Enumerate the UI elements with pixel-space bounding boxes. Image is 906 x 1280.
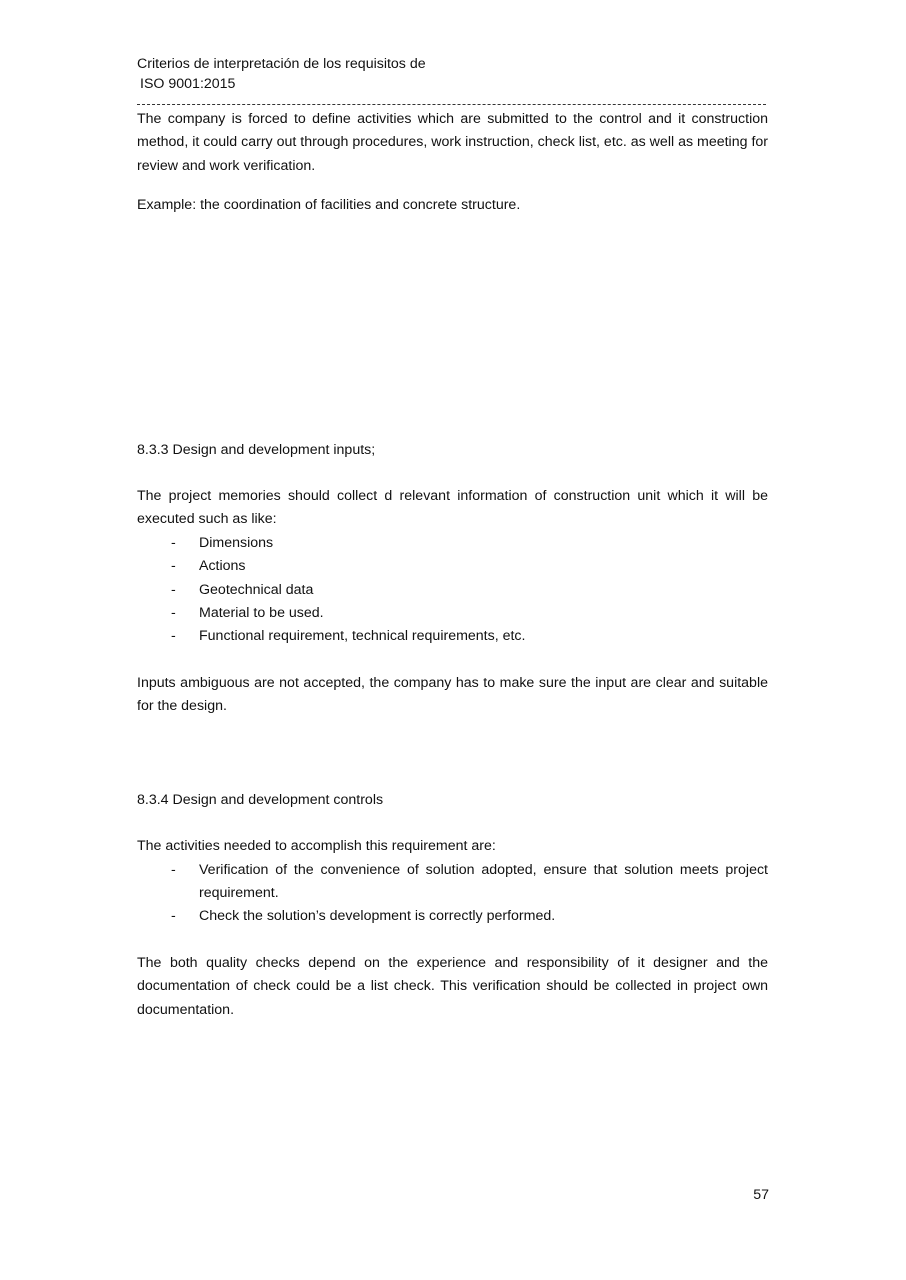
dash-bullet: - [171, 558, 176, 575]
list-item-text: Functional requirement, technical requirements, etc. [199, 628, 526, 645]
header-title-line2: ISO 9001:2015 [140, 76, 236, 92]
list-item-text: Verification of the convenience of solution adopted, ensure that solution meets project requirement. [199, 861, 768, 901]
section-833-list [137, 532, 768, 649]
section-834-list [137, 859, 768, 929]
running-header [137, 54, 768, 105]
header-dashed-rule [137, 104, 766, 105]
example-paragraph: Example: the coordination of facilities and concrete structure. [137, 197, 521, 214]
list-item [137, 859, 768, 906]
section-834-heading: 8.3.4 Design and development controls [137, 791, 384, 808]
list-item [137, 579, 768, 602]
list-item [137, 532, 768, 555]
list-item [137, 555, 768, 578]
dash-bullet: - [171, 605, 176, 622]
list-item-text: Check the solution’s development is correctly performed. [199, 908, 556, 925]
list-item-text: Actions [199, 558, 246, 575]
list-item [137, 905, 768, 928]
section-834-closing: The both quality checks depend on the experience and responsibility of it designer and the documentation of check could be a list check. This verification should be collected in project own documentation. [137, 954, 768, 1018]
dash-bullet: - [171, 908, 176, 925]
document-page [137, 54, 768, 1022]
section-833-intro: The project memories should collect d relevant information of construction unit which it will be executed such as like: [137, 488, 768, 528]
list-item [137, 625, 768, 648]
list-item-text: Geotechnical data [199, 581, 314, 598]
list-item [137, 602, 768, 625]
list-item-text: Material to be used. [199, 605, 324, 622]
page-number: 57 [753, 1187, 769, 1203]
intro-paragraph: The company is forced to define activities which are submitted to the control and it construction method, it could carry out through procedures, work instruction, check list, etc. as well as meeting for review and work verification. [137, 111, 768, 174]
dash-bullet: - [171, 534, 176, 551]
dash-bullet: - [171, 628, 176, 645]
header-title-line1: Criterios de interpretación de los requisitos de [137, 56, 426, 72]
section-833-heading: 8.3.3 Design and development inputs; [137, 441, 376, 458]
section-833-closing: Inputs ambiguous are not accepted, the company has to make sure the input are clear and suitable for the design. [137, 674, 768, 715]
list-item-text: Dimensions [199, 534, 274, 551]
dash-bullet: - [171, 861, 176, 878]
section-834-intro: The activities needed to accomplish this requirement are: [137, 838, 496, 855]
dash-bullet: - [171, 581, 176, 598]
blank-figure-area [137, 218, 768, 439]
